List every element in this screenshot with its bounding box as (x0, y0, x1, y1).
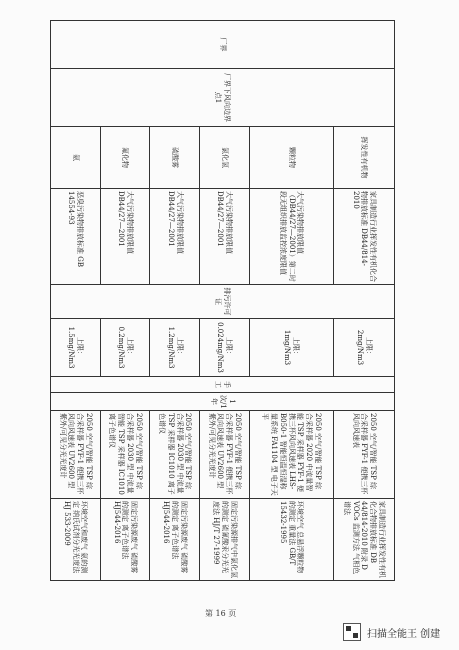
permit-basis-cell: 排污许可证 (51, 285, 395, 319)
standard-cell: 大气污染物排放限值 DB44/27—2001 (200, 189, 250, 285)
equipment-cell: 2050 空气/智能 TSP 综合采样器 2030 型 中流量 TSP 采样器 IC1010 离子色谱仪 (150, 411, 200, 499)
equipment-cell: 2050 空气/智能 TSP 综合采样器 FYF-1 便携三杯风向风速表 (333, 411, 394, 499)
rotated-monitoring-table (50, 20, 395, 580)
limit-cell: 上限：0.2mg/Nm3 (100, 319, 150, 377)
qr-code-icon (343, 623, 361, 641)
equipment-cell: 2050 空气/智能 TSP 综合采样器 FYF-1 便携三杯风向风速表 UV2600 型 紫外/可见分光光度计 (200, 411, 250, 499)
analysis-method-cell: 家具制造行业挥发性有机化合物排放标准 DB 44/814-2010 附录 D VOCs 监测方法 气相色谱法 (333, 499, 394, 581)
pollutant-cell: 氯化氢 (200, 127, 250, 189)
pollutant-cell: 硫酸雾 (150, 127, 200, 189)
scanner-watermark (343, 623, 440, 641)
plant-boundary-cell: 厂界 (51, 21, 395, 69)
pollutant-cell: 颗粒物 (249, 127, 333, 189)
monitoring-method-cell: 手工 (51, 377, 395, 393)
limit-cell: 上限：0.024mg/Nm3 (200, 319, 250, 377)
monitoring-table (50, 20, 395, 581)
analysis-method-cell: 固定污染源排气中氯化氢的测定 硫氰酸汞分光光度法 HJ/T 27-1999 (200, 499, 250, 581)
standard-cell: 大气污染物排放限值 DB44/27—2001 (100, 189, 150, 285)
limit-cell: 上限：2mg/Nm3 (333, 319, 394, 377)
standard-cell: 大气污染物排放限值 DB44/27—2001 (150, 189, 200, 285)
frequency-cell: 1次/1年 (51, 393, 395, 411)
standard-cell: 恶臭污染物排放标准 GB 14554-93 (51, 189, 101, 285)
limit-cell: 上限：1.5mg/Nm3 (51, 319, 101, 377)
scanner-label: 扫描全能王 创建 (367, 628, 441, 640)
pollutant-cell: 氟化物 (100, 127, 150, 189)
analysis-method-cell: 固定污染源废气 硫酸雾的测定 离子色谱法 HJ544-2016 (100, 499, 150, 581)
limit-cell: 上限：1mg/Nm3 (249, 319, 333, 377)
equipment-cell: 2050 空气/智能 TSP 综合采样器 2030 型 中流量智能 TSP 采样器 IC1010 离子色谱仪 (100, 411, 150, 499)
standard-cell: 家具制造行业挥发性有机化合物排放标准 DB44/814-2010 (333, 189, 394, 285)
page-number: 第 16 页 (205, 609, 237, 618)
analysis-method-cell: 环境空气和废气 氨的测定 纳氏试剂分光光度法 HJ 533-2009 (51, 499, 101, 581)
pollutant-cell: 氨 (51, 127, 101, 189)
equipment-cell: 2050 空气/智能 TSP 综合采样器 FYF-1 便携三杯风向风速表 UV2600 型 紫外/可见分光光度计 (51, 411, 101, 499)
analysis-method-cell: 固定污染源废气 硫酸雾的测定 离子色谱法 HJ544-2016 (150, 499, 200, 581)
table-row (333, 21, 394, 581)
equipment-cell: 2050 空气/智能 TSP 综合采样器 2020 中流量智能 TSP 采样器 FYF-1 便携三杯风向风速表 LHS-B050-1 智能恒温恒湿称量系统 FA1104 型 电子天平 (249, 411, 333, 499)
analysis-method-cell: 环境空气 总悬浮颗粒物的测定 重量法 GB/T 15432-1995 (249, 499, 333, 581)
standard-cell: 大气污染物排放限值（DB44/27—2001）第二时段无组织排放监控浓度限值 (249, 189, 333, 285)
down-wind-point-cell: 厂界下风向边界点1 (51, 69, 395, 127)
pollutant-cell: 挥发性有机物 (333, 127, 394, 189)
limit-cell: 上限：1.2mg/Nm3 (150, 319, 200, 377)
